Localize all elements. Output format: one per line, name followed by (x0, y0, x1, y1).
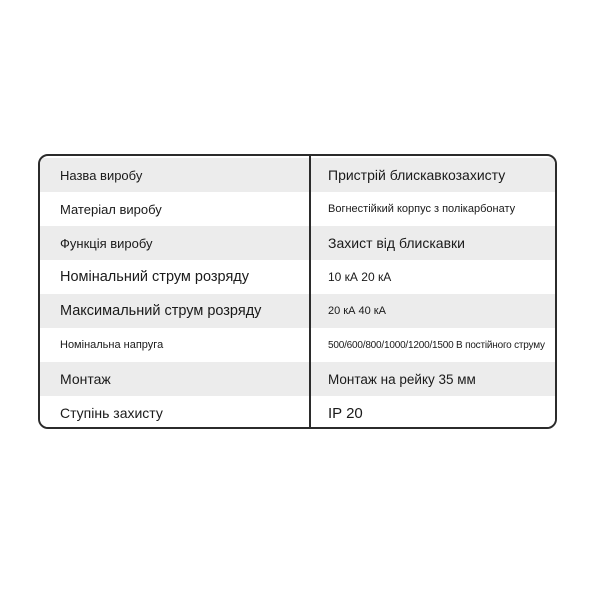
spec-value: 10 кА 20 кА (328, 270, 392, 284)
spec-label: Максимальний струм розряду (60, 303, 262, 319)
spec-label: Функція виробу (60, 235, 153, 251)
spec-value: Вогнестійкий корпус з полікарбонату (328, 203, 516, 215)
spec-row-nominal-current (40, 260, 555, 294)
spec-value: 500/600/800/1000/1200/1500 В постійного струму (328, 339, 545, 351)
spec-label: Номінальний струм розряду (60, 269, 250, 285)
spec-label: Монтаж (60, 371, 111, 387)
spec-label: Ступінь захисту (60, 405, 163, 421)
spec-row-protection-degree (40, 396, 555, 429)
spec-label: Номінальна напруга (60, 339, 164, 351)
spec-table (38, 154, 557, 429)
spec-value: Монтаж на рейку 35 мм (328, 371, 476, 387)
spec-row-nominal-voltage (40, 328, 555, 362)
spec-value: 20 кА 40 кА (328, 305, 386, 317)
spec-row-max-current (40, 294, 555, 328)
spec-row-mounting (40, 362, 555, 396)
spec-rows (40, 156, 555, 427)
spec-row-product-name (40, 158, 555, 192)
spec-row-function (40, 226, 555, 260)
spec-row-material (40, 192, 555, 226)
spec-value: Захист від блискавки (328, 235, 465, 251)
column-divider (309, 156, 311, 427)
spec-value: Пристрій блискавкозахисту (328, 167, 506, 183)
spec-label: Матеріал виробу (60, 201, 162, 217)
spec-label: Назва виробу (60, 167, 143, 183)
spec-value: IP 20 (328, 404, 363, 422)
